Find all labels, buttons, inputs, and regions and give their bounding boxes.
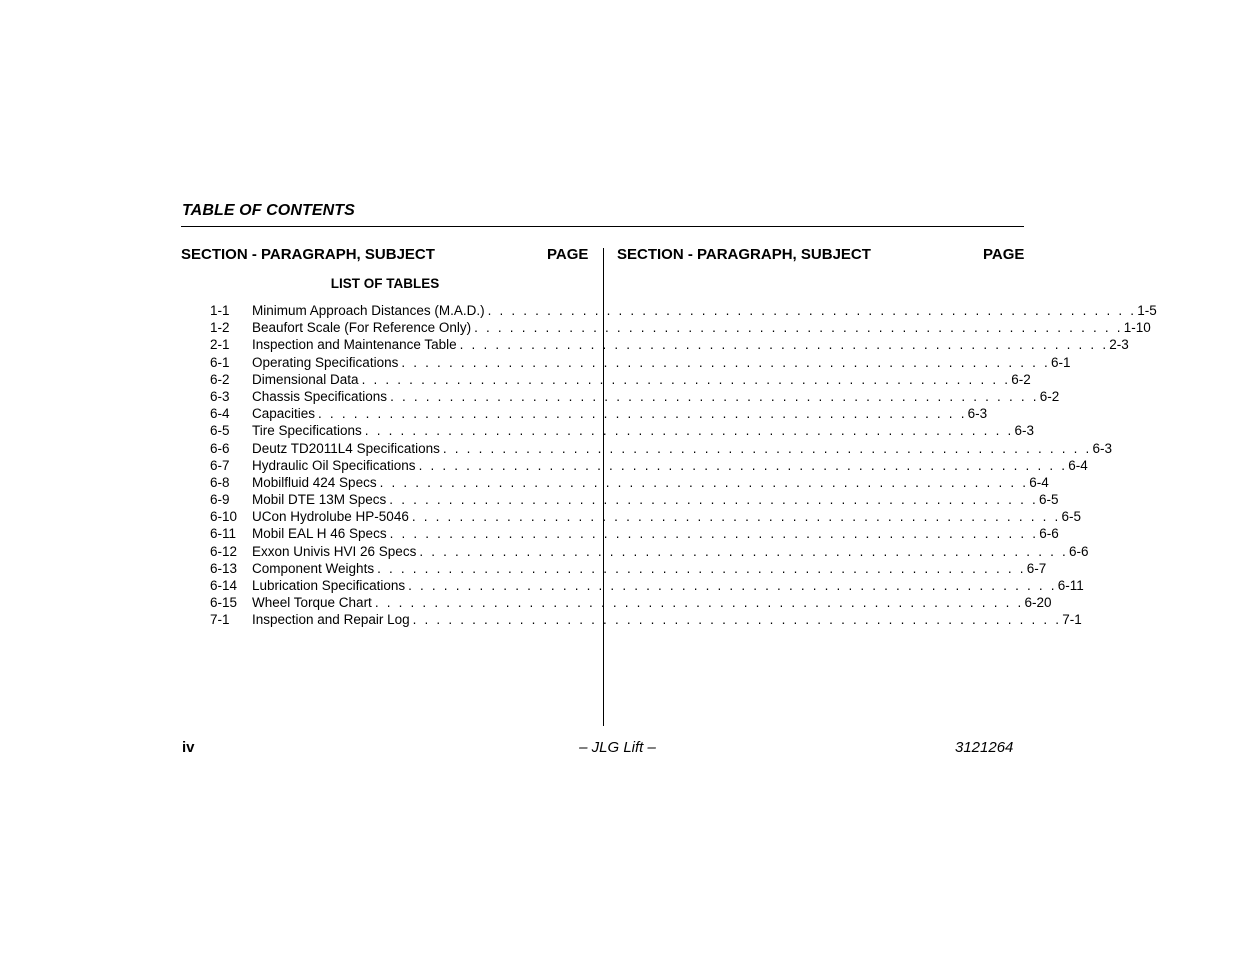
toc-dot-leader: . . . . . . . . . . . . . . . . . . . . . . . . . . . . . . . . . . . . . . . . . . . . . . . . . . . . . . . [419,543,1068,559]
toc-entry [210,508,1081,525]
right-section-header: SECTION - PARAGRAPH, SUBJECT [617,246,871,263]
toc-entry-title: Mobil DTE 13M Specs [252,492,387,508]
toc-entry-page: 2-3 [1109,337,1129,353]
toc-entry-number: 7-1 [210,612,230,628]
page-title: TABLE OF CONTENTS [182,202,355,219]
toc-entry [210,440,1113,457]
toc-entry-page: 1-5 [1137,303,1157,318]
toc-entry-title: Wheel Torque Chart [252,595,372,611]
toc-entry-title: Dimensional Data [252,371,359,387]
toc-dot-leader: . . . . . . . . . . . . . . . . . . . . . . . . . . . . . . . . . . . . . . . . . . . . . . . . . . . . . . . [408,578,1057,593]
toc-entry-number: 6-7 [210,457,230,473]
toc-dot-leader: . . . . . . . . . . . . . . . . . . . . . . . . . . . . . . . . . . . . . . . . . . . . . . . . . . . . . . . [318,406,967,422]
toc-entry [210,611,1082,628]
toc-dot-leader: . . . . . . . . . . . . . . . . . . . . . . . . . . . . . . . . . . . . . . . . . . . . . . . . . . . . . . . [401,354,1050,370]
toc-entry-page: 6-5 [1061,509,1081,525]
toc-entry-title: UCon Hydrolube HP-5046 [252,509,409,525]
toc-dot-leader: . . . . . . . . . . . . . . . . . . . . . . . . . . . . . . . . . . . . . . . . . . . . . . . . . . . . . . . [442,440,1092,456]
left-page-header: PAGE [547,246,589,263]
toc-entry [210,491,1059,508]
toc-entry-title: Hydraulic Oil Specifications [252,457,416,473]
toc-dot-leader: . . . . . . . . . . . . . . . . . . . . . . . . . . . . . . . . . . . . . . . . . . . . . . . . . . . . . . . [487,303,1137,318]
toc-entry-number: 6-5 [210,423,230,439]
toc-entry-number: 6-14 [210,578,238,593]
toc-dot-leader: . . . . . . . . . . . . . . . . . . . . . . . . . . . . . . . . . . . . . . . . . . . . . . . . . . . . . . . [459,337,1109,353]
footer-page-number: iv [182,739,195,756]
toc-entry-page: 1-10 [1123,320,1151,336]
toc-entry-page: 6-7 [1026,560,1047,576]
toc-entry [210,354,1071,371]
toc-entry [210,319,1151,336]
left-section-header: SECTION - PARAGRAPH, SUBJECT [181,246,435,263]
toc-entry [210,405,988,422]
toc-dot-leader: . . . . . . . . . . . . . . . . . . . . . . . . . . . . . . . . . . . . . . . . . . . . . . . . . . . . . . . [418,457,1068,473]
toc-entry [210,457,1088,474]
toc-dot-leader: . . . . . . . . . . . . . . . . . . . . . . . . . . . . . . . . . . . . . . . . . . . . . . . . . . . . . . . [389,526,1039,542]
toc-entry-title: Lubrication Specifications [252,578,406,593]
toc-entry [210,422,1034,439]
toc-entry-number: 6-6 [210,440,230,456]
toc-entry-page: 6-11 [1057,578,1084,593]
toc-entry-page: 6-2 [1011,371,1031,387]
toc-entry-title: Beaufort Scale (For Reference Only) [252,320,472,336]
toc-dot-leader: . . . . . . . . . . . . . . . . . . . . . . . . . . . . . . . . . . . . . . . . . . . . . . . . . . . . . . . [364,423,1014,439]
toc-entry-number: 1-1 [210,303,230,318]
toc-entry-number: 6-10 [210,509,238,525]
footer-doc-number: 3121264 [955,739,1014,756]
toc-entry [210,388,1060,405]
toc-entry-number: 2-1 [210,337,230,353]
right-page-header: PAGE [983,246,1025,263]
toc-entry [210,474,1049,491]
toc-dot-leader: . . . . . . . . . . . . . . . . . . . . . . . . . . . . . . . . . . . . . . . . . . . . . . . . . . . . . . . [379,474,1029,490]
toc-entry-page: 6-20 [1024,595,1052,611]
toc-dot-leader: . . . . . . . . . . . . . . . . . . . . . . . . . . . . . . . . . . . . . . . . . . . . . . . . . . . . . . . [474,320,1123,336]
toc-dot-leader: . . . . . . . . . . . . . . . . . . . . . . . . . . . . . . . . . . . . . . . . . . . . . . . . . . . . . . . [412,612,1062,628]
toc-entry-number: 6-11 [210,526,237,542]
toc-entry-title: Inspection and Repair Log [252,612,410,628]
toc-entry-title: Chassis Specifications [252,388,388,404]
toc-entry-page: 6-2 [1039,388,1060,404]
toc-entry [210,525,1059,542]
toc-entry [210,336,1129,353]
toc-entry [210,371,1031,388]
toc-entry-title: Minimum Approach Distances (M.A.D.) [252,303,485,318]
toc-entry-number: 1-2 [210,320,230,336]
toc-entry [210,302,1157,319]
toc-entry-title: Mobil EAL H 46 Specs [252,526,387,542]
toc-entry-title: Mobilfluid 424 Specs [252,474,377,490]
toc-dot-leader: . . . . . . . . . . . . . . . . . . . . . . . . . . . . . . . . . . . . . . . . . . . . . . . . . . . . . . . [389,492,1038,508]
toc-entry-number: 6-8 [210,474,230,490]
toc-entry-number: 6-4 [210,406,230,422]
toc-dot-leader: . . . . . . . . . . . . . . . . . . . . . . . . . . . . . . . . . . . . . . . . . . . . . . . . . . . . . . . [411,509,1061,525]
toc-entry-page: 6-6 [1068,543,1089,559]
toc-entry-title: Component Weights [252,560,375,576]
toc-entry [210,560,1047,577]
toc-entry-title: Tire Specifications [252,423,362,439]
toc-entry-page: 7-1 [1062,612,1082,628]
toc-entry-number: 6-13 [210,560,238,576]
toc-entry-title: Deutz TD2011L4 Specifications [252,440,440,456]
toc-entry-page: 6-3 [1014,423,1034,439]
toc-entry-title: Operating Specifications [252,354,399,370]
toc-dot-leader: . . . . . . . . . . . . . . . . . . . . . . . . . . . . . . . . . . . . . . . . . . . . . . . . . . . . . . . [377,560,1026,576]
list-of-tables-heading: LIST OF TABLES [330,276,440,291]
toc-entry-page: 6-1 [1050,354,1071,370]
toc-entry [210,543,1089,560]
toc-entry-page: 6-6 [1039,526,1059,542]
toc-entry-page: 6-3 [1092,440,1113,456]
toc-entry-number: 6-15 [210,595,238,611]
toc-dot-leader: . . . . . . . . . . . . . . . . . . . . . . . . . . . . . . . . . . . . . . . . . . . . . . . . . . . . . . . [374,595,1024,611]
toc-entry-number: 6-9 [210,492,230,508]
list-of-tables [210,302,1157,629]
toc-entry [210,577,1084,594]
toc-entry-number: 6-12 [210,543,238,559]
toc-entry-number: 6-1 [210,354,230,370]
toc-entry-page: 6-4 [1029,474,1049,490]
title-rule [181,226,1024,227]
toc-dot-leader: . . . . . . . . . . . . . . . . . . . . . . . . . . . . . . . . . . . . . . . . . . . . . . . . . . . . . . . [390,388,1039,404]
footer-center-text: – JLG Lift – [579,739,656,756]
toc-entry-title: Capacities [252,406,316,422]
toc-entry-page: 6-5 [1038,492,1059,508]
toc-entry-number: 6-3 [210,388,230,404]
toc-entry-page: 6-3 [967,406,988,422]
toc-entry-title: Exxon Univis HVI 26 Specs [252,543,417,559]
toc-entry-title: Inspection and Maintenance Table [252,337,457,353]
toc-entry [210,594,1052,611]
toc-entry-page: 6-4 [1068,457,1088,473]
toc-entry-number: 6-2 [210,371,230,387]
toc-dot-leader: . . . . . . . . . . . . . . . . . . . . . . . . . . . . . . . . . . . . . . . . . . . . . . . . . . . . . . . [361,371,1011,387]
